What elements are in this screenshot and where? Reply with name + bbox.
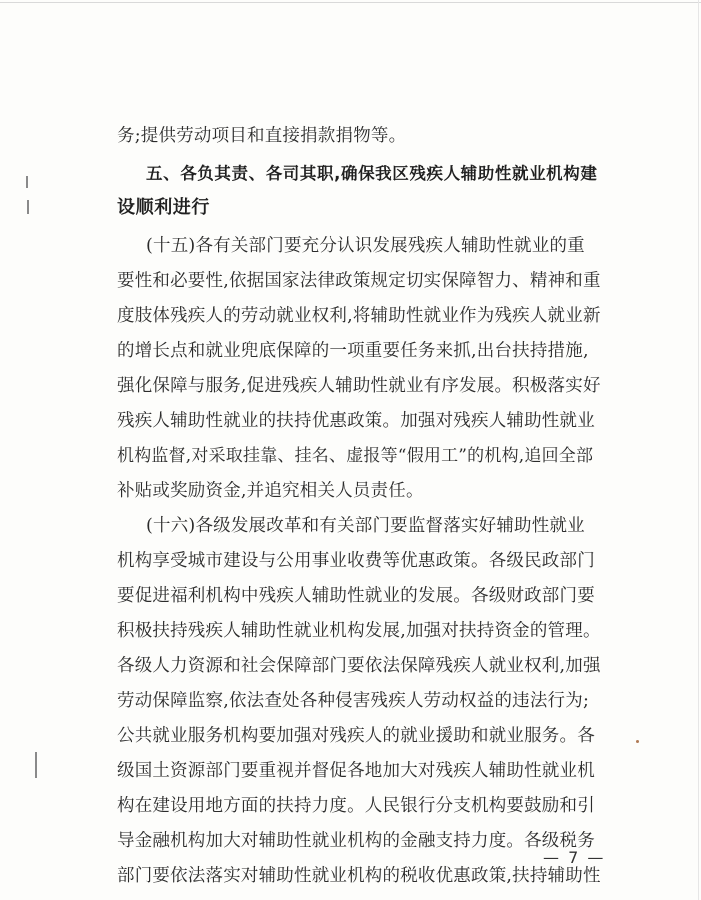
body-line: 要性和必要性,依据国家法律政策规定切实保障智力、精神和重 bbox=[117, 271, 601, 291]
body-line: 度肢体残疾人的劳动就业权利,将辅助性就业作为残疾人就业新 bbox=[117, 306, 601, 326]
body-line: 补贴或奖励资金,并追究相关人员责任。 bbox=[117, 481, 424, 501]
scan-right-edge bbox=[698, 0, 699, 900]
body-line: 各级人力资源和社会保障部门要依法保障残疾人就业权利,加强 bbox=[117, 656, 601, 676]
body-line: 的增长点和就业兜底保障的一项重要任务来抓,出台扶持措施, bbox=[117, 341, 589, 361]
body-line: 残疾人辅助性就业的扶持优惠政策。加强对残疾人辅助性就业 bbox=[117, 411, 595, 431]
body-line: 务;提供劳动项目和直接捐款捐物等。 bbox=[117, 126, 407, 146]
body-line: 公共就业服务机构要加强对残疾人的就业援助和就业服务。各 bbox=[117, 726, 595, 746]
body-line: 劳动保障监察,依法查处各种侵害残疾人劳动权益的违法行为; bbox=[117, 691, 590, 711]
scan-margin-mark bbox=[26, 176, 28, 188]
paragraph-start-line: (十六)各级发展改革和有关部门要监督落实好辅助性就业 bbox=[146, 516, 585, 536]
scan-speck bbox=[636, 740, 639, 743]
page-number: — 7 — bbox=[543, 848, 606, 867]
scan-margin-mark bbox=[35, 752, 37, 778]
body-line: 强化保障与服务,促进残疾人辅助性就业有序发展。积极落实好 bbox=[117, 376, 601, 396]
body-line: 构在建设用地方面的扶持力度。人民银行分支机构要鼓励和引 bbox=[117, 796, 595, 816]
body-line: 积极扶持残疾人辅助性就业机构发展,加强对扶持资金的管理。 bbox=[117, 621, 601, 641]
body-line: 导金融机构加大对辅助性就业机构的金融支持力度。各级税务 bbox=[117, 831, 595, 851]
body-line: 要促进福利机构中残疾人辅助性就业的发展。各级财政部门要 bbox=[117, 586, 595, 606]
scan-margin-mark bbox=[27, 200, 29, 214]
scan-top-edge bbox=[0, 2, 701, 3]
paragraph-start-line: (十五)各有关部门要充分认识发展残疾人辅助性就业的重 bbox=[146, 236, 585, 256]
section-heading-line: 五、各负其责、各司其职,确保我区残疾人辅助性就业机构建 bbox=[146, 164, 598, 183]
body-line: 机构享受城市建设与公用事业收费等优惠政策。各级民政部门 bbox=[117, 551, 595, 571]
body-line: 部门要依法落实对辅助性就业机构的税收优惠政策,扶持辅助性 bbox=[117, 866, 601, 886]
body-line: 级国土资源部门要重视并督促各地加大对残疾人辅助性就业机 bbox=[117, 761, 595, 781]
section-heading-line: 设顺利进行 bbox=[117, 197, 210, 218]
body-line: 机构监督,对采取挂靠、挂名、虚报等“假用工”的机构,追回全部 bbox=[117, 446, 594, 466]
